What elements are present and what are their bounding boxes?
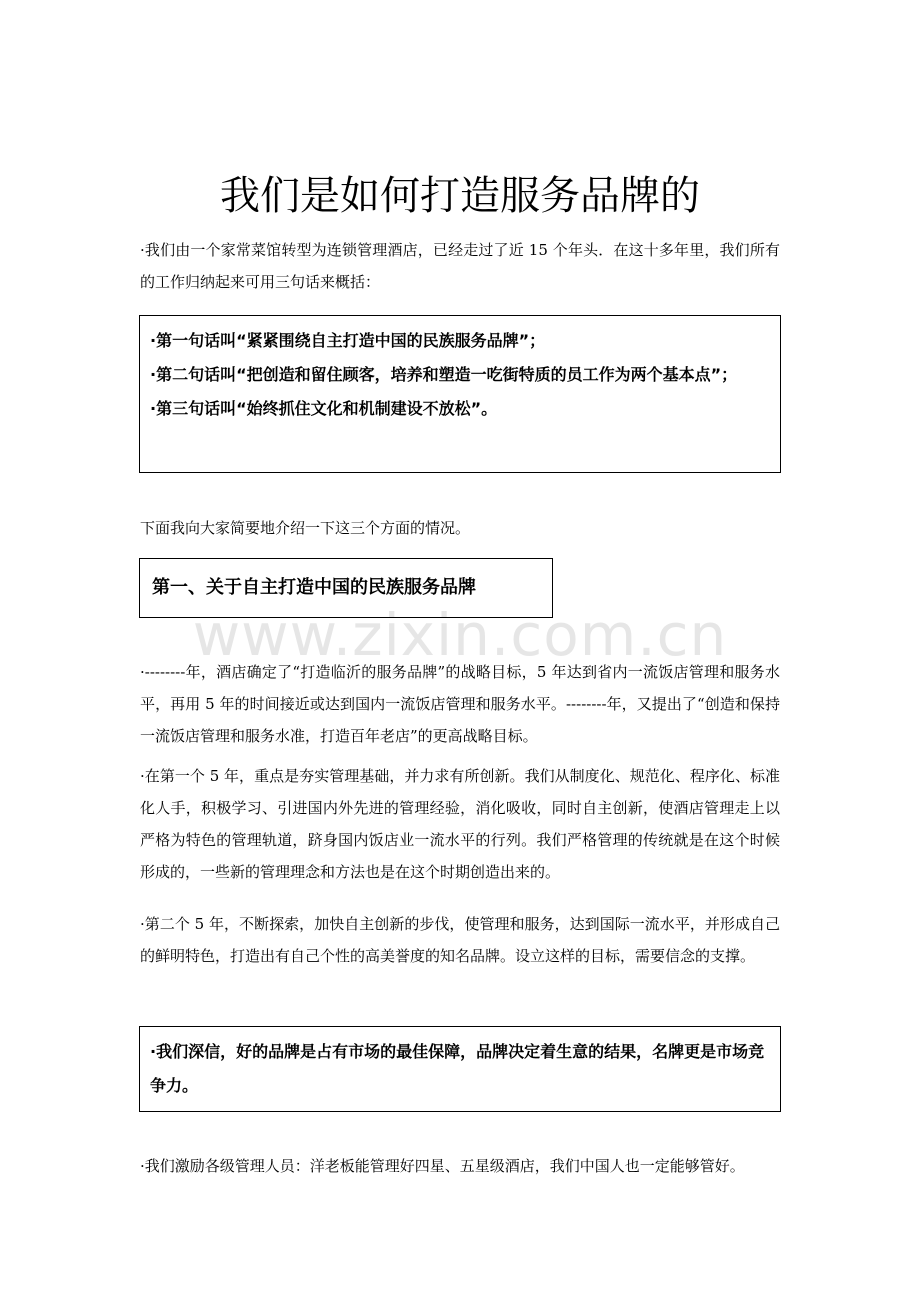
belief-text: ·我们深信，好的品牌是占有市场的最佳保障，品牌决定着生意的结果，名牌更是市场竞争力。: [150, 1042, 765, 1095]
paragraph-4: ·我们激励各级管理人员：洋老板能管理好四星、五星级酒店，我们中国人也一定能够管好。: [140, 1157, 745, 1175]
paragraph-2: ·在第一个 5 年，重点是夯实管理基础，并力求有所创新。我们从制度化、规范化、程序化、标准化人手，积极学习、引进国内外先进的管理经验，消化吸收，同时自主创新，使酒店管理走上以严格为特色的管理轨道，跻身国内饭店业一流水平的行列。我们严格管理的传统就是在这个时候形成的，一些新的管理理念和方法也是在这个时期创造出来的。: [140, 767, 780, 881]
paragraph-3: ·第二个 5 年，不断探索，加快自主创新的步伐，使管理和服务，达到国际一流水平，并形成自己的鲜明特色，打造出有自己个性的高美誉度的知名品牌。设立这样的目标，需要信念的支撑。: [140, 915, 780, 965]
paragraph-1: ·--------年，酒店确定了“打造临沂的服务品牌”的战略目标，5 年达到省内一流饭店管理和服务水平，再用 5 年的时间接近或达到国内一流饭店管理和服务水平。--------年，又提出了“创造和保持一流饭店管理和服务水准，打造百年老店”的更高战略目标。: [140, 663, 780, 745]
watermark: www.zixin.com.cn: [192, 601, 728, 669]
intro-paragraph: ·我们由一个家常菜馆转型为连锁管理酒店，已经走过了近 15 个年头．在这十多年里，我们所有的工作归纳起来可用三句话来概括：: [140, 241, 780, 291]
belief-box: [139, 1026, 781, 1112]
summary-line-1: ·第一句话叫“紧紧围绕自主打造中国的民族服务品牌”；: [150, 331, 546, 350]
summary-box: [139, 315, 781, 473]
section-heading: 第一、关于自主打造中国的民族服务品牌: [139, 558, 553, 618]
summary-line-3: ·第三句话叫“始终抓住文化和机制建设不放松”。: [150, 399, 498, 418]
transition-paragraph: 下面我向大家简要地介绍一下这三个方面的情况。: [140, 519, 471, 537]
summary-line-2: ·第二句话叫“把创造和留住顾客，培养和塑造一吃街特质的员工作为两个基本点”；: [150, 365, 738, 384]
page-title: 我们是如何打造服务品牌的: [220, 173, 700, 219]
